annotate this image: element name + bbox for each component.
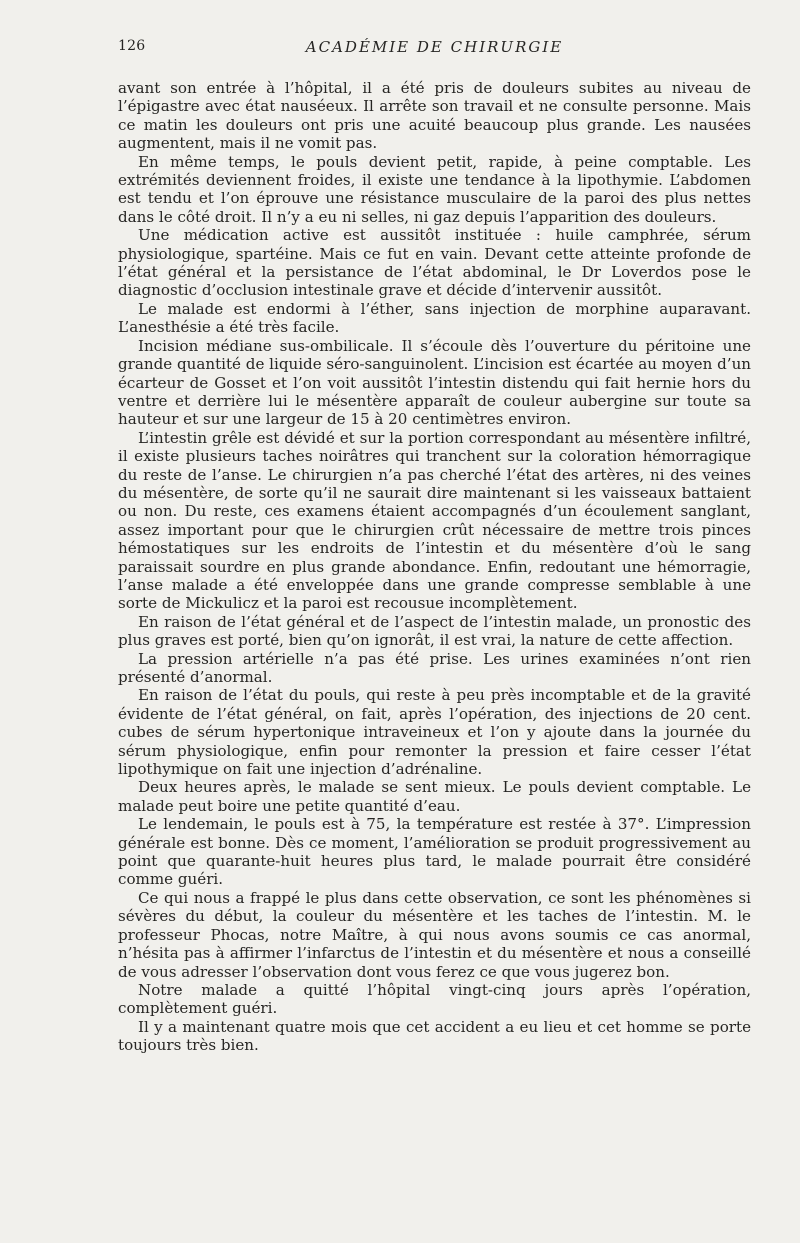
paragraph-11: Le lendemain, le pouls est à 75, la température est restée à 37°. L’impression générale est bonne. Dès ce moment, l’amélioration se produit progressivement au point que quarante-huit heures plus tard, le malade pourrait être considéré comme guéri. [118,815,751,889]
paragraph-12: Ce qui nous a frappé le plus dans cette observation, ce sont les phénomènes si sévères du début, la couleur du mésentère et les taches de l’intestin. M. le professeur Phocas, notre Maître, à qui nous avons soumis ce cas anormal, n’hésita pas à affirmer l’infarctus de l’intestin et du mésentère et nous a conseillé de vous adresser l’observation dont vous ferez ce que vous jugerez bon. [118,888,751,981]
paragraph-5: Incision médiane sus-ombilicale. Il s’écoule dès l’ouverture du péritoine une grande quantité de liquide séro-sanguinolent. L’incision est écartée au moyen d’un écarteur de Gosset et l’on voit aussitôt l’intestin distendu qui fait hernie hors du ventre et derrière lui le mésentère apparaît de couleur aubergine sur toute sa hauteur et sur une largeur de 15 à 20 centimètres environ. [118,336,752,429]
paragraph-2: En même temps, le pouls devient petit, rapide, à peine comptable. Les extrémités deviennent froides, il existe une tendance à la lipothymie. L’abdomen est tendu et l’on éprouve une résistance musculaire de la paroi des plus nettes dans le côté droit. Il n’y a eu ni selles, ni gaz depuis l’apparition des douleurs. [118,152,751,226]
paragraph-6: L’intestin grêle est dévidé et sur la portion correspondant au mésentère infiltré, il existe plusieurs taches noirâtres qui tranchent sur la coloration hémorragique du reste de l’anse. Le chirurgien n’a pas cherché l’état des artères, ni des veines du mésentère, de sorte qu’il ne saurait dire maintenant si les vaisseaux battaient ou non. Du reste, ces examens étaient accompagnés d’un écoulement sanglant, assez important pour que le chirurgien crût nécessaire de mettre trois pinces hémostatiques sur les endroits de l’intestin et du mésentère d’où le sang paraissait sourdre en plus grande abondance. Enfin, redoutant une hémorragie, l’anse malade a été enveloppée dans une grande compresse semblable à une sorte de Mickulicz et la paroi est recousue incomplètement. [118,428,751,613]
paragraph-9: En raison de l’état du pouls, qui reste à peu près incomptable et de la gravité évidente de l’état général, on fait, après l’opération, des injections de 20 cent. cubes de sérum hypertonique intraveineux et l’on y ajoute dans la journée du sérum physiologique, enfin pour remonter la pression et faire cesser l’état lipothymique on fait une injection d’adrénaline. [118,686,751,779]
running-head: ACADÉMIE DE CHIRURGIE [305,38,564,56]
paragraph-13: Notre malade a quitté l’hôpital vingt-cinq jours après l’opération, complètement guéri. [118,980,751,1018]
paragraph-4: Le malade est endormi à l’éther, sans injection de morphine auparavant. L’anesthésie a été très facile. [118,299,751,337]
paragraph-1: avant son entrée à l’hôpital, il a été pris de douleurs subites au niveau de l’épigastre avec état nauséeux. Il arrête son travail et ne consulte personne. Mais ce matin les douleurs ont pris une acuité beaucoup plus grande. Les nausées augmentent, mais il ne vomit pas. [118,79,751,153]
page-number: 126 [118,38,146,54]
paragraph-14: Il y a maintenant quatre mois que cet accident a eu lieu et cet homme se porte toujours très bien. [118,1017,751,1055]
body-text [118,79,751,1055]
paragraph-7: En raison de l’état général et de l’aspect de l’intestin malade, un pronostic des plus graves est porté, bien qu’on ignorât, il est vrai, la nature de cette affection. [118,612,751,650]
paragraph-3: Une médication active est aussitôt instituée : huile camphrée, sérum physiologique, spartéine. Mais ce fut en vain. Devant cette atteinte profonde de l’état général et la persistance de l’état abdominal, le Dr Loverdos pose le diagnostic d’occlusion intestinale grave et décide d’intervenir aussitôt. [118,226,751,300]
paragraph-8: La pression artérielle n’a pas été prise. Les urines examinées n’ont rien présenté d’anormal. [118,649,751,686]
page-header [118,38,751,58]
paragraph-10: Deux heures après, le malade se sent mieux. Le pouls devient comptable. Le malade peut boire une petite quantité d’eau. [118,778,751,815]
